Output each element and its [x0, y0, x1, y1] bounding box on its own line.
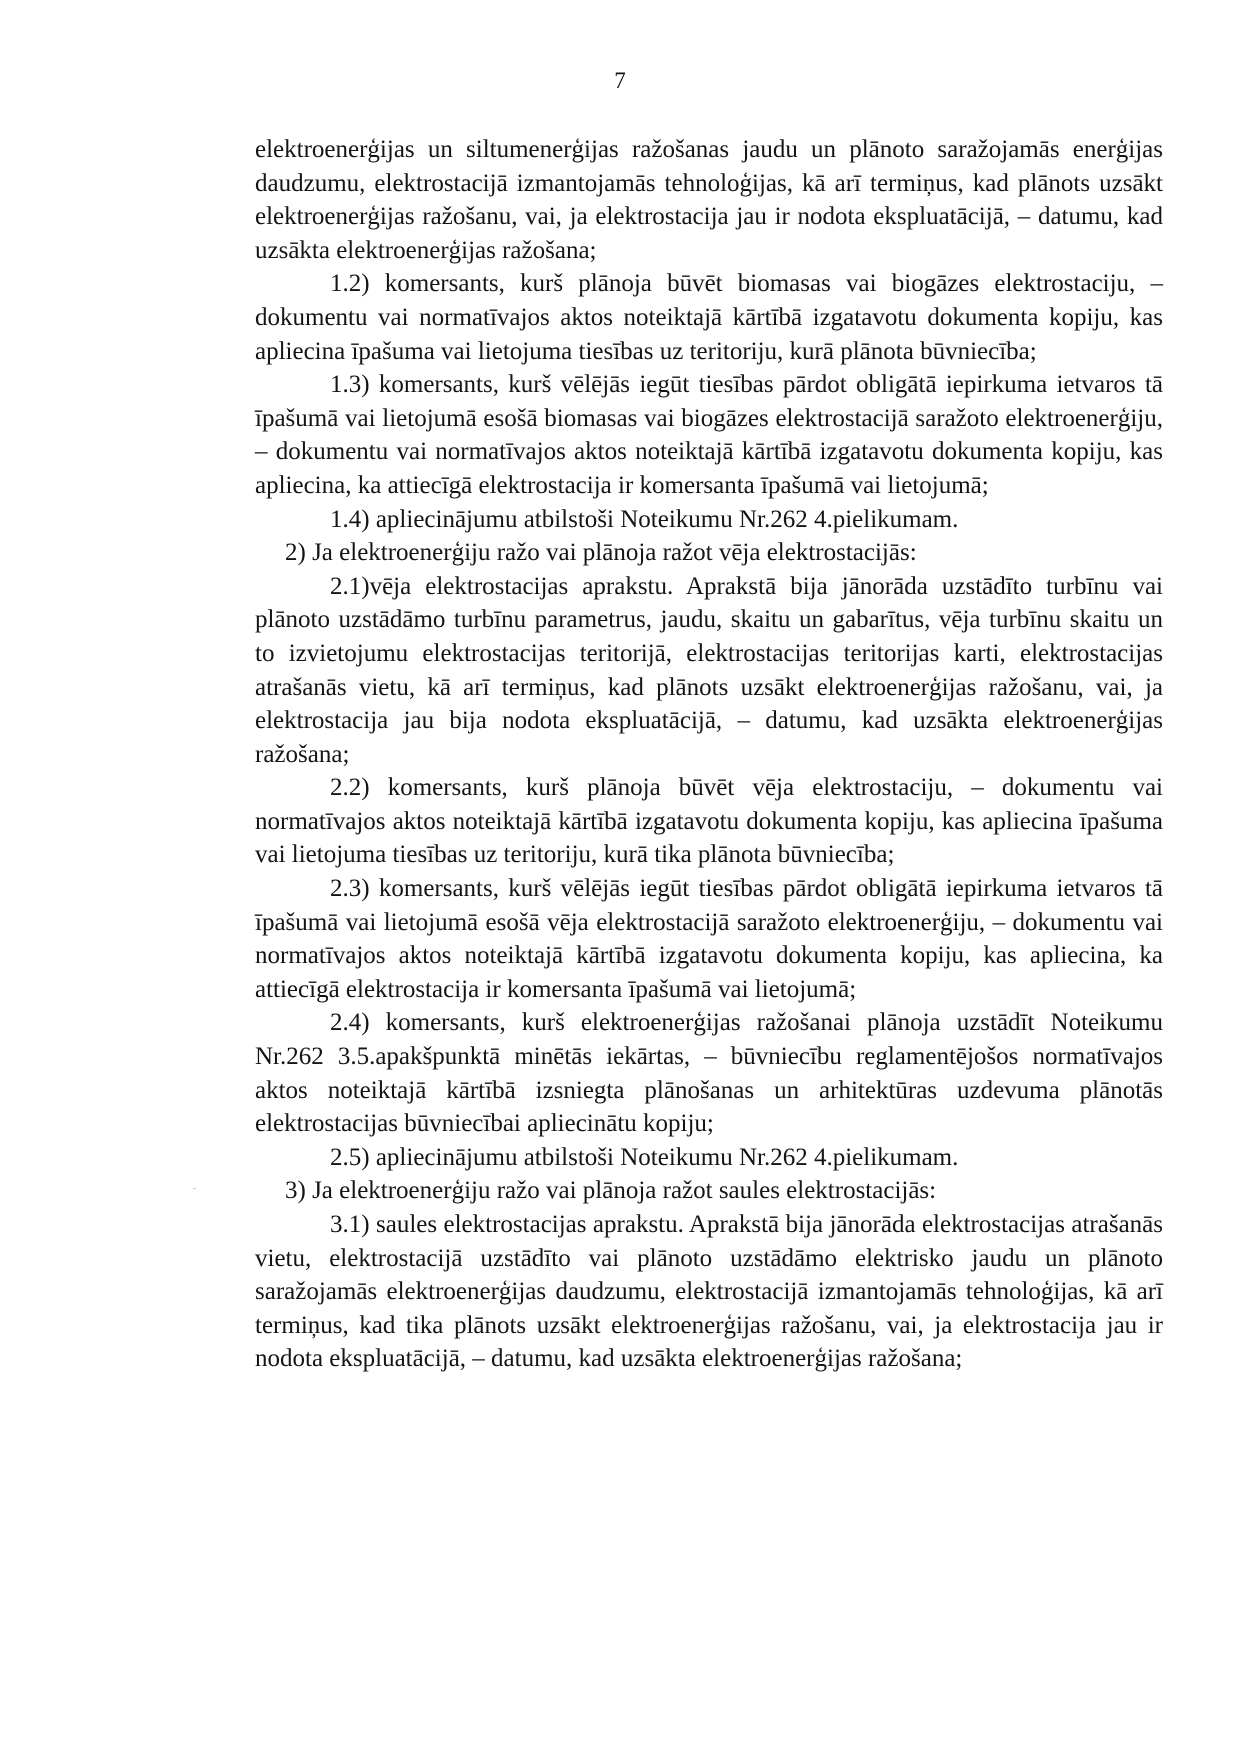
paragraph-2-4: 2.4) komersants, kurš elektroenerģijas ražošanai plānoja uzstādīt Noteikumu Nr.262 3.5.apakšpunktā minētās iekārtas, – būvniecību reglamentējošos normatīvajos aktos noteiktajā kārtībā izsniegta plānošanas un arhitektūras uzdevuma plānotās elektrostacijas būvniecībai apliecinātu kopiju; [255, 1009, 1163, 1138]
page-number: 7 [614, 68, 626, 93]
paragraph-1-3: 1.3) komersants, kurš vēlējās iegūt tiesības pārdot obligātā iepirkuma ietvaros tā īpašumā vai lietojumā esošā biomasas vai biogāzes elektrostacijā saražoto elektroenerģiju, – dokumentu vai normatīvajos aktos noteiktajā kārtībā izgatavotu dokumenta kopiju, kas apliecina, ka attiecīgā elektrostacija ir komersanta īpašumā vai lietojumā; [255, 371, 1163, 499]
paragraph-2-3: 2.3) komersants, kurš vēlējās iegūt tiesības pārdot obligātā iepirkuma ietvaros tā īpašumā vai lietojumā esošā vēja elektrostacijā saražoto elektroenerģiju, – dokumentu vai normatīvajos aktos noteiktajā kārtībā izgatavotu dokumenta kopiju, kas apliecina, ka attiecīgā elektrostacija ir komersanta īpašumā vai lietojumā; [255, 875, 1163, 1003]
paragraph-2-5: 2.5) apliecinājumu atbilstoši Noteikumu Nr.262 4.pielikumam. [330, 1143, 959, 1171]
paragraph-2-1: 2.1)vēja elektrostacijas aprakstu. Aprakstā bija jānorāda uzstādīto turbīnu vai plānoto uzstādāmo turbīnu parametrus, jaudu, skaitu un gabarītus, vēja turbīnu skaitu un to izvietojumu elektrostacijas teritorijā, elektrostacijas teritorijas karti, elektrostacijas atrašanās vietu, kā arī termiņus, kad plānots uzsākt elektroenerģijas ražošanu, vai, ja elektrostacija jau bija nodota ekspluatācijā, – datumu, kad uzsākta elektroenerģijas ražošana; [255, 572, 1163, 768]
paragraph-2-2: 2.2) komersants, kurš plānoja būvēt vēja elektrostaciju, – dokumentu vai normatīvajos aktos noteiktajā kārtībā izgatavotu dokumenta kopiju, kas apliecina īpašuma vai lietojuma tiesības uz teritoriju, kurā tika plānota būvniecība; [255, 774, 1163, 869]
paragraph-continuation: elektroenerģijas un siltumenerģijas ražošanas jaudu un plānoto saražojamās enerģijas daudzumu, elektrostacijā izmantojamās tehnoloģijas, kā arī termiņus, kad plānots uzsākt elektroenerģijas ražošanu, vai, ja elektrostacija jau ir nodota ekspluatācijā, – datumu, kad uzsākta elektroenerģijas ražošana; [255, 136, 1163, 264]
scan-speck [193, 1188, 196, 1189]
paragraph-1-4: 1.4) apliecinājumu atbilstoši Noteikumu Nr.262 4.pielikumam. [330, 505, 959, 533]
document-body [255, 133, 1163, 1376]
paragraph-3-1: 3.1) saules elektrostacijas aprakstu. Aprakstā bija jānorāda elektrostacijas atrašanās vietu, elektrostacijā uzstādīto vai plānoto uzstādāmo elektrisko jaudu un plānoto saražojamās elektroenerģijas daudzumu, elektrostacijā izmantojamās tehnoloģijas, kā arī termiņus, kad tika plānots uzsākt elektroenerģijas ražošanu, vai, ja elektrostacija jau ir nodota ekspluatācijā, – datumu, kad uzsākta elektroenerģijas ražošana; [255, 1211, 1163, 1373]
paragraph-1-2: 1.2) komersants, kurš plānoja būvēt biomasas vai biogāzes elektrostaciju, – dokumentu vai normatīvajos aktos noteiktajā kārtībā izgatavotu dokumenta kopiju, kas apliecina īpašuma vai lietojuma tiesības uz teritoriju, kurā plānota būvniecība; [255, 270, 1163, 365]
paragraph-3-heading: 3) Ja elektroenerģiju ražo vai plānoja ražot saules elektrostacijās: [285, 1177, 937, 1205]
paragraph-2-heading: 2) Ja elektroenerģiju ražo vai plānoja ražot vēja elektrostacijās: [285, 539, 917, 567]
